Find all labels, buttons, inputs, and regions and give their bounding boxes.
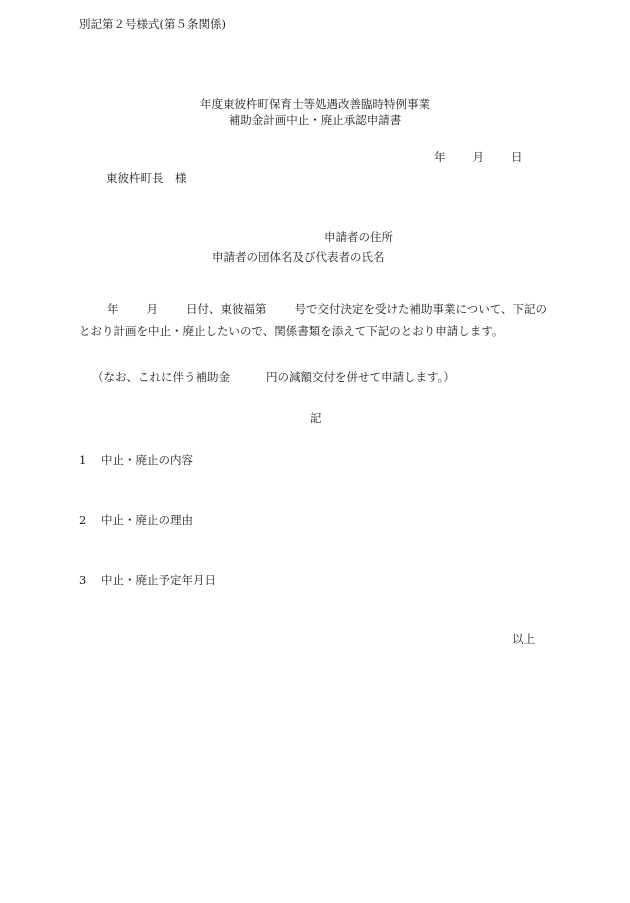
body-number-text: 号で交付決定を受けた補助事業について、下記のとおり計画を中止・廃止したいので、関係書類を添えて下記のとおり申請します。 — [79, 302, 548, 338]
date-day: 日 — [511, 150, 523, 164]
addressee: 東彼杵町長 様 — [106, 171, 187, 185]
note-part2: 円の減額交付を併せて申請します。） — [266, 370, 455, 384]
date-year: 年 — [434, 150, 446, 164]
document-title-line2: 補助金計画中止・廃止承認申請書 — [228, 113, 402, 127]
body-month: 月 — [146, 302, 158, 316]
document-title-line1: 年度東彼杵町保育士等処遇改善臨時特例事業 — [200, 97, 430, 111]
application-date — [434, 152, 523, 164]
body-day-text: 日付、東彼福第 — [186, 302, 267, 316]
list-item — [79, 515, 193, 527]
item-label: 中止・廃止の理由 — [101, 513, 193, 527]
applicant-address-label: 申請者の住所 — [324, 230, 393, 244]
ki-heading: 記 — [310, 411, 322, 425]
form-number: 別記第２号様式(第５条関係) — [79, 17, 226, 31]
date-month: 月 — [472, 150, 484, 164]
list-item — [79, 455, 193, 467]
list-item — [79, 575, 216, 587]
closing-mark: 以上 — [512, 632, 535, 646]
item-label: 中止・廃止予定年月日 — [101, 573, 216, 587]
item-number: 1 — [79, 453, 87, 467]
item-number: 3 — [79, 573, 87, 587]
item-label: 中止・廃止の内容 — [101, 453, 193, 467]
item-number: 2 — [79, 513, 87, 527]
reduction-note — [92, 372, 455, 384]
body-year: 年 — [107, 302, 119, 316]
application-body — [79, 298, 557, 342]
applicant-org-label: 申請者の団体名及び代表者の氏名 — [212, 250, 385, 264]
note-part1: （なお、これに伴う補助金 — [92, 370, 230, 384]
